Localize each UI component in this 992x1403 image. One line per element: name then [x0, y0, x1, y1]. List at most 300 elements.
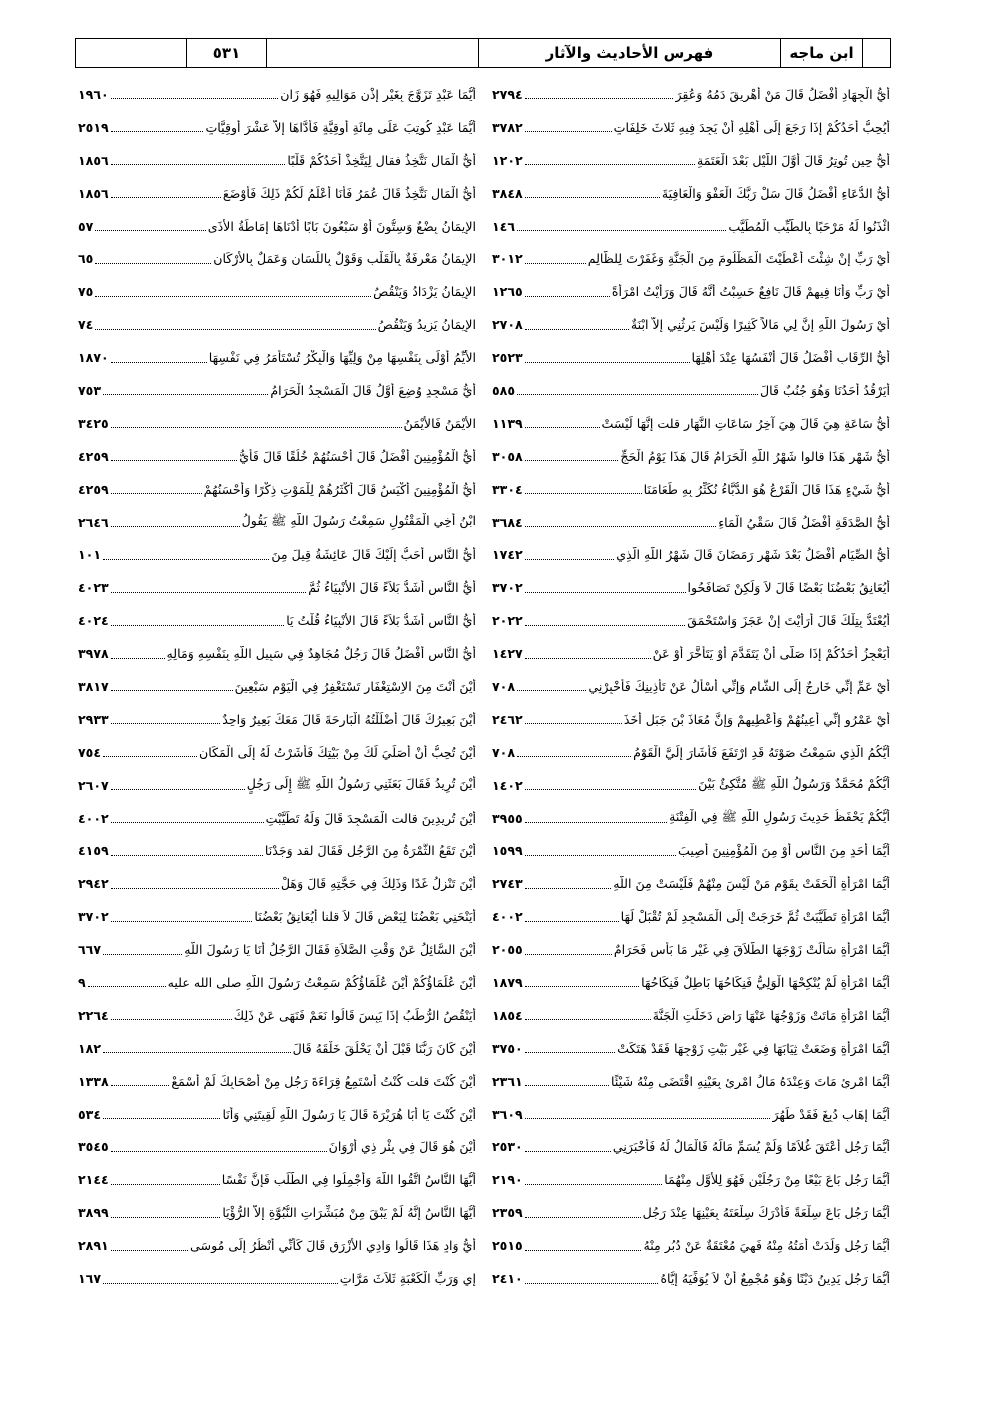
hadith-text: أَيُّ النَّاسِ أَشَدُّ بَلاَءً قَالَ الأَنْبِيَاءُ ثُمَّ — [308, 580, 476, 596]
hadith-number: ٤٠٢٤ — [78, 613, 109, 629]
hadith-text: أَيْنَ تُرِيدُ فَقَالَ بَعَثَنِي رَسُولُ اللَّهِ ﷺ إِلَى رَجُلٍ — [246, 775, 476, 791]
hadith-number: ٩ — [78, 974, 86, 990]
hadith-number: ٥٧ — [78, 218, 94, 234]
hadith-text: أَيَنْحَنِي بَعْضُنَا لِبَعْضٍ قَالَ لاَ قلنا أَيُعَانِقُ بَعْضُنَا — [254, 909, 476, 925]
hadith-number: ٣٨٤٨ — [492, 185, 523, 201]
hadith-text: أَيُحِبُّ أَحَدُكُمْ إِذَا رَجَعَ إِلَى أَهْلِهِ أَنْ يَجِدَ فِيهِ ثَلاثَ خَلِفَاتٍ — [613, 119, 890, 135]
dot-leader — [525, 953, 612, 955]
hadith-text: أَيُّمَا عَبْدٍ تَزَوَّجَ بِغَيْرِ إِذْنِ مَوَالِيهِ فَهُوَ زَانٍ — [280, 86, 476, 102]
hadith-number: ٢٤١٠ — [492, 1271, 523, 1286]
hadith-number: ٣٧٠٢ — [78, 909, 109, 925]
hadith-number: ١٦٧ — [78, 1271, 102, 1286]
dot-leader — [525, 361, 690, 363]
hadith-number: ٧٠٨ — [492, 744, 516, 760]
hadith-number: ٢٣٥٩ — [492, 1205, 523, 1221]
hadith-text: أَيُّمَا رَجُلٍ بَاعَ بَيْعًا مِنْ رَجُلَيْنِ فَهُوَ لِلأَوَّلِ مِنْهُمَا — [664, 1172, 890, 1188]
index-entry — [492, 736, 890, 769]
hadith-number: ١٤٠٢ — [492, 777, 523, 793]
hadith-text: أَيْنَ هُوَ قَالَ فِي بِئْرِ ذِي أَرْوَانَ — [328, 1139, 476, 1155]
dot-leader — [525, 788, 696, 790]
hadith-number: ٧٥٤ — [78, 744, 102, 760]
hadith-number: ٤١٥٩ — [78, 843, 109, 859]
hadith-number: ٣٣٠٤ — [492, 481, 523, 497]
hadith-number: ٢٠٢٢ — [492, 613, 523, 629]
dot-leader — [103, 1051, 291, 1053]
hadith-text: أَيُّمَا رَجُلٍ وَلَدَتْ أَمَتُهُ مِنْهُ فَهِيَ مُعْتَقَةٌ عَنْ دُبُرٍ مِنْهُ — [643, 1238, 890, 1254]
hadith-text: أَيَنْقُصُ الرُّطَبُ إِذَا يَبِسَ قَالُوا نَعَمْ فَنَهَى عَنْ ذَلِكَ — [233, 1007, 476, 1023]
hadith-number: ٣٠١٢ — [492, 251, 523, 267]
dot-leader — [525, 492, 642, 494]
hadith-text: أَيُّ شَهْرٍ هَذَا قالوا شَهْرُ اللَّهِ الْحَرَامُ قَالَ هَذَا يَوْمُ الْحَجِّ — [620, 448, 890, 464]
page-number: ٥٣١ — [186, 39, 266, 67]
hadith-text: إِي وَرَبِّ الْكَعْبَةِ ثَلاَثَ مَرَّاتٍ — [339, 1271, 476, 1286]
hadith-text: أَيُّ النَّاسِ أَفْضَلُ قَالَ رَجُلٌ مُجَاهِدٌ فِي سَبِيلِ اللَّهِ بِنَفْسِهِ وَمَالِهِ — [166, 646, 476, 662]
index-column-right — [492, 78, 890, 1295]
hadith-text: أَيْ عَمِّ إِنِّي خَارِجٌ إِلَى الشَّامِ وَإِنِّي أَسْأَلُ عَنْ تَأْذِينِكَ فَأَخْبِرْنِي — [588, 678, 890, 694]
hadith-text: ائْذَنُوا لَهُ مَرْحَبًا بِالطَّيِّبِ الْمُطَيَّبِ — [728, 218, 890, 234]
dot-leader — [525, 591, 686, 593]
hadith-number: ٢٧٤٣ — [492, 876, 523, 892]
index-entry — [78, 834, 476, 867]
hadith-number: ٢٥١٥ — [492, 1238, 523, 1254]
index-entry — [78, 440, 476, 473]
hadith-number: ٦٦٧ — [78, 942, 102, 958]
dot-leader — [111, 624, 284, 626]
index-entry — [492, 308, 890, 341]
index-entry — [492, 571, 890, 604]
index-entry — [78, 769, 476, 802]
hadith-number: ١٨٥٦ — [78, 185, 109, 201]
hadith-number: ٢٥١٩ — [78, 119, 109, 135]
hadith-text: أَيُّمَا امْرَأَةٍ أَلْحَقَتْ بِقَوْمٍ مَنْ لَيْسَ مِنْهُمْ فَلَيْسَتْ مِنَ اللَّهِ — [613, 876, 890, 892]
dot-leader — [525, 887, 611, 889]
hadith-number: ١٨٧٠ — [78, 350, 109, 366]
hadith-text: أَيُّمَا رَجُلٍ بَاعَ سِلْعَةً فَأَدْرَكَ سِلْعَتَهُ بِعَيْنِهَا عِنْدَ رَجُلٍ — [642, 1205, 890, 1221]
index-entry — [78, 111, 476, 144]
dot-leader — [103, 393, 268, 395]
dot-leader — [111, 459, 237, 461]
hadith-text: أَيُّ الرِّقَابِ أَفْضَلُ قَالَ أَنْفَسُهَا عِنْدَ أَهْلِهَا — [691, 350, 890, 366]
index-entry — [492, 933, 890, 966]
dot-leader — [111, 821, 264, 823]
hadith-number: ٤٢٥٩ — [78, 448, 109, 464]
hadith-number: ٤٠٠٢ — [492, 909, 523, 925]
index-entry — [492, 275, 890, 308]
dot-leader — [95, 262, 211, 264]
index-entry — [492, 802, 890, 835]
hadith-number: ٧٥ — [78, 284, 94, 300]
hadith-text: أَيْنَ تُحِبُّ أَنْ أُصَلِّيَ لَكَ مِنْ بَيْتِكَ فَأَشَرْتُ لَهُ إِلَى الْمَكَانِ — [198, 744, 476, 760]
hadith-number: ٢٩٤٢ — [78, 876, 109, 892]
hadith-text: أَيَعْجِزُ أَحَدُكُمْ إِذَا صَلَّى أَنْ يَتَقَدَّمَ أَوْ يَتَأَخَّرَ أَوْ عَنْ — [652, 646, 890, 662]
hadith-number: ١٨٢ — [78, 1040, 102, 1056]
hadith-text: الإِيمَانُ يَزِيدُ وَيَنْقُصُ — [377, 317, 476, 333]
header-title: فهرس الأحاديث والآثار — [478, 39, 780, 67]
hadith-text: أَيْنَ كَانَ رَبُّنَا قَبْلَ أَنْ يَخْلُقَ خَلْقَهُ قَالَ — [292, 1040, 476, 1056]
index-entry — [492, 144, 890, 177]
dot-leader — [103, 953, 182, 955]
dot-leader — [111, 1183, 220, 1185]
hadith-number: ٧٠٨ — [492, 678, 516, 694]
index-entry — [78, 571, 476, 604]
index-entry — [78, 867, 476, 900]
dot-leader — [525, 624, 686, 626]
hadith-number: ٤٠٢٣ — [78, 580, 109, 596]
dot-leader — [525, 1084, 609, 1086]
hadith-number: ١٨٥٦ — [78, 152, 109, 168]
hadith-text: أَيُّ سَاعَةٍ هِيَ قَالَ هِيَ آخِرُ سَاعَاتِ النَّهَارِ قلت إِنَّهَا لَيْسَتْ — [601, 415, 890, 431]
hadith-number: ٢٦٠٧ — [78, 777, 109, 793]
dot-leader — [111, 854, 263, 856]
index-entry — [492, 1262, 890, 1295]
index-entry — [78, 275, 476, 308]
hadith-text: الأَيِّمُ أَوْلَى بِنَفْسِهَا مِنْ وَلِيِّهَا وَالْبِكْرُ تُسْتَأْمَرُ فِي نَفْسِهَا — [208, 350, 476, 366]
index-entry — [78, 538, 476, 571]
hadith-number: ٣٧٠٢ — [492, 580, 523, 596]
dot-leader — [111, 426, 402, 428]
index-entry — [492, 703, 890, 736]
dot-leader — [525, 295, 610, 297]
hadith-text: أَيُّ شَيْءٍ هَذَا قَالَ الْقَرْعُ هُوَ الدُّبَّاءُ نُكَثِّرُ بِهِ طَعَامَنَا — [643, 481, 890, 497]
hadith-number: ٦٥ — [78, 251, 94, 267]
index-entry — [492, 440, 890, 473]
index-entry — [78, 1065, 476, 1098]
dot-leader — [525, 426, 600, 428]
index-entry — [492, 637, 890, 670]
hadith-number: ٢٩٣٣ — [78, 711, 109, 727]
index-entry — [492, 834, 890, 867]
hadith-text: أَيْنَ عُلَمَاؤُكُمْ أَيْنَ عُلَمَاؤُكُمْ سَمِعْتُ رَسُولَ اللَّهِ صلى الله عليه — [167, 974, 476, 990]
index-entry — [78, 210, 476, 243]
hadith-number: ٢٥٢٣ — [492, 350, 523, 366]
index-entry — [78, 144, 476, 177]
hadith-text: أَيُّ النَّاسِ أَحَبُّ إِلَيْكَ قَالَ عَائِشَةُ قِيلَ مِنَ — [271, 547, 476, 563]
dot-leader — [525, 97, 674, 99]
hadith-text: أَيْنَ أَنْتَ مِنَ الاِسْتِغْفَارِ تَسْتَغْفِرُ فِي الْيَوْمِ سَبْعِينَ — [234, 678, 476, 694]
dot-leader — [95, 229, 205, 231]
index-entry — [78, 637, 476, 670]
hadith-text: أَيْ رَبِّ وَأَنَا فِيهِمْ قَالَ نَافِعٌ حَسِبْتُ أَنَّهُ قَالَ وَرَأَيْتُ امْرَأَةً — [611, 284, 890, 300]
dot-leader — [525, 1018, 651, 1020]
dot-leader — [103, 755, 197, 757]
index-entry — [78, 177, 476, 210]
index-entry — [492, 604, 890, 637]
index-entry — [78, 966, 476, 999]
dot-leader — [111, 130, 204, 132]
dot-leader — [111, 361, 207, 363]
hadith-number: ١٠١ — [78, 547, 102, 563]
hadith-text: أَيُّكُمُ الَّذِي سَمِعْتُ صَوْتَهُ قَدِ ارْتَفَعَ فَأَشَارَ إِلَيَّ الْقَوْمُ — [633, 744, 890, 760]
hadith-number: ٥٨٥ — [492, 382, 516, 398]
dot-leader — [88, 985, 166, 987]
index-entry — [492, 407, 890, 440]
hadith-number: ٢٠٥٥ — [492, 942, 523, 958]
hadith-number: ٢٣٦١ — [492, 1073, 523, 1089]
hadith-text: أَيُّمَا امْرَأَةٍ مَاتَتْ وَزَوْجُهَا عَنْهَا رَاضٍ دَخَلَتِ الْجَنَّةَ — [652, 1007, 890, 1023]
index-entry — [78, 703, 476, 736]
dot-leader — [525, 821, 667, 823]
dot-leader — [111, 1249, 188, 1251]
index-entry — [78, 670, 476, 703]
dot-leader — [517, 229, 726, 231]
index-entry — [492, 1229, 890, 1262]
hadith-text: أَيُّهَا النَّاسُ اتَّقُوا اللَّهَ وَأَجْمِلُوا فِي الطَّلَبِ فَإِنَّ نَفْسًا — [221, 1172, 476, 1188]
index-entry — [78, 1032, 476, 1065]
hadith-number: ١٨٥٤ — [492, 1007, 523, 1023]
hadith-number: ٣٤٢٥ — [78, 415, 109, 431]
index-entry — [78, 933, 476, 966]
index-entry — [78, 1163, 476, 1196]
index-entry — [78, 78, 476, 111]
dot-leader — [525, 985, 639, 987]
dot-leader — [111, 657, 165, 659]
dot-leader — [111, 492, 202, 494]
index-entry — [492, 900, 890, 933]
index-entry — [78, 374, 476, 407]
dot-leader — [111, 1018, 232, 1020]
dot-leader — [111, 689, 233, 691]
index-entry — [78, 736, 476, 769]
hadith-number: ٤٢٥٩ — [78, 481, 109, 497]
hadith-number: ٢١٩٠ — [492, 1172, 523, 1188]
index-entry — [78, 1131, 476, 1164]
hadith-text: الأَيْمَنُ فَالأَيْمَنُ — [403, 415, 476, 431]
hadith-text: أَيُّ حِينٍ تُوتِرُ قَالَ أَوَّلَ اللَّيْلِ بَعْدَ الْعَتَمَةِ — [696, 152, 890, 168]
hadith-number: ١٤٦ — [492, 218, 516, 234]
hadith-text: أَيُّمَا إِهَابٍ دُبِغَ فَقَدْ طَهُرَ — [772, 1106, 890, 1122]
dot-leader — [525, 1249, 642, 1251]
hadith-text: أَيُّمَا امْرَأَةٍ وَضَعَتْ ثِيَابَهَا فِي غَيْرِ بَيْتِ زَوْجِهَا فَقَدْ هَتَكَتْ — [617, 1040, 890, 1056]
dot-leader — [525, 722, 622, 724]
hadith-number: ٢٨٩١ — [78, 1238, 109, 1254]
dot-leader — [525, 1216, 641, 1218]
index-entry — [492, 341, 890, 374]
hadith-number: ٤٠٠٢ — [78, 810, 109, 826]
index-entry — [78, 341, 476, 374]
hadith-text: أَيُّمَا أَحَدٍ مِنَ النَّاسِ أَوْ مِنَ الْمُؤْمِنِينَ أُصِيبَ — [677, 843, 890, 859]
hadith-number: ٣٦٠٩ — [492, 1106, 523, 1122]
index-entry — [492, 242, 890, 275]
header-blank-right — [862, 39, 890, 67]
hadith-text: أَيُّمَا رَجُلٍ أَعْتَقَ غُلاَمًا وَلَمْ يُسَمِّ مَالَهُ فَالْمَالُ لَهُ فَأَخْبَرَنِي — [612, 1139, 890, 1155]
hadith-number: ١٢٠٢ — [492, 152, 523, 168]
dot-leader — [525, 1117, 771, 1119]
index-entry — [78, 604, 476, 637]
dot-leader — [111, 1216, 221, 1218]
hadith-number: ٣٧٥٠ — [492, 1040, 523, 1056]
index-entry — [492, 78, 890, 111]
dot-leader — [525, 262, 586, 264]
header-book-name: ابن ماجه — [780, 39, 862, 67]
hadith-text: أَيُّمَا امْرَأَةٍ تَطَيَّبَتْ ثُمَّ خَرَجَتْ إِلَى الْمَسْجِدِ لَمْ تُقْبَلْ لَهَا — [620, 909, 890, 925]
index-entry — [492, 1032, 890, 1065]
hadith-text: أَيْ عَمْرُو إِنِّي أُعِينُهُمْ وَأُعْطِيهِمْ وَإِنَّ مُعَاذَ بْنَ جَبَلٍ أَخَذَ — [623, 711, 890, 727]
dot-leader — [525, 525, 716, 527]
hadith-text: أَيْنَ بَعِيرُكَ قَالَ أَضْلَلْتُهُ الْبَارِحَةَ قَالَ مَعَكَ بَعِيرٌ وَاحِدٌ — [222, 711, 476, 727]
dot-leader — [111, 163, 286, 165]
index-entry — [492, 506, 890, 539]
index-entry — [492, 1098, 890, 1131]
hadith-text: أَيُعْتَدُّ بِتِلْكَ قَالَ أَرَأَيْتَ إِنْ عَجَزَ وَاسْتَحْمَقَ — [687, 613, 890, 629]
hadith-number: ١٣٣٨ — [78, 1073, 109, 1089]
index-entry — [492, 473, 890, 506]
dot-leader — [525, 558, 614, 560]
hadith-number: ٢٧٩٤ — [492, 86, 523, 102]
hadith-text: أَيُعَانِقُ بَعْضُنَا بَعْضًا قَالَ لاَ وَلَكِنْ تَصَافَحُوا — [687, 580, 890, 596]
dot-leader — [111, 97, 279, 99]
index-entry — [78, 506, 476, 539]
hadith-text: أَيْنَ كُنْتَ قلت كُنْتُ أَسْتَمِعُ قِرَاءَةَ رَجُلٍ مِنْ أَصْحَابِكَ لَمْ أَسْمَعْ — [171, 1073, 476, 1089]
dot-leader — [525, 459, 619, 461]
index-entry — [78, 900, 476, 933]
dot-leader — [517, 755, 631, 757]
hadith-number: ١٨٧٩ — [492, 974, 523, 990]
hadith-text: الإِيمَانُ بِضْعٌ وَسِتُّونَ أَوْ سَبْعُونَ بَابًا أَدْنَاهَا إِمَاطَةُ الأَذَى — [207, 218, 476, 234]
hadith-number: ٢٥٣٠ — [492, 1139, 523, 1155]
hadith-text: أَيُّ الصِّيَامِ أَفْضَلُ بَعْدَ شَهْرِ رَمَضَانَ قَالَ شَهْرُ اللَّهِ الَّذِي — [616, 547, 890, 563]
hadith-number: ٢٦٤٦ — [78, 514, 109, 530]
hadith-text: أَيُّ الْمَالِ نَتَّخِذُ قَالَ عُمَرُ فَأَنَا أَعْلَمُ لَكُمْ ذَلِكَ فَأَوْضَعَ — [222, 185, 476, 201]
hadith-number: ٣٨٩٩ — [78, 1205, 109, 1221]
index-entry — [78, 802, 476, 835]
hadith-number: ٧٤ — [78, 317, 94, 333]
hadith-number: ٣٧٨٢ — [492, 119, 523, 135]
hadith-number: ١١٣٩ — [492, 415, 523, 431]
hadith-text: أَيُّمَا عَبْدٍ كُوتِبَ عَلَى مِائَةِ أُوقِيَّةٍ فَأَدَّاهَا إِلاَّ عَشْرَ أُوقِيَّاتٍ — [205, 119, 476, 135]
hadith-number: ٧٥٣ — [78, 382, 102, 398]
dot-leader — [111, 1150, 327, 1152]
dot-leader — [525, 1183, 662, 1185]
dot-leader — [525, 657, 651, 659]
header-blank-left — [76, 39, 186, 67]
hadith-number: ٢٧٠٨ — [492, 317, 523, 333]
dot-leader — [525, 854, 676, 856]
dot-leader — [525, 920, 619, 922]
hadith-number: ٣٨١٧ — [78, 678, 109, 694]
index-entry — [492, 966, 890, 999]
hadith-number: ١٤٢٧ — [492, 646, 523, 662]
dot-leader — [111, 525, 240, 527]
hadith-text: الإِيمَانُ مَعْرِفَةٌ بِالْقَلْبِ وَقَوْلٌ بِاللِّسَانِ وَعَمَلٌ بِالأَرْكَانِ — [213, 251, 476, 267]
hadith-number: ٣٩٧٨ — [78, 646, 109, 662]
hadith-number: ١٥٩٩ — [492, 843, 523, 859]
dot-leader — [525, 1282, 659, 1284]
dot-leader — [525, 163, 695, 165]
hadith-text: أَيُّ الدُّعَاءِ أَفْضَلُ قَالَ سَلْ رَبَّكَ الْعَفْوَ وَالْعَافِيَةَ — [661, 185, 890, 201]
hadith-number: ٢٤٦٢ — [492, 711, 523, 727]
index-entry — [492, 111, 890, 144]
hadith-text: أَيُّ الْمَالِ نَتَّخِذُ فقال لِيَتَّخِذْ أَحَدُكُمْ قَلْبًا — [287, 152, 476, 168]
dot-leader — [103, 1117, 220, 1119]
hadith-text: أَيُّمَا امْرِئٍ مَاتَ وَعِنْدَهُ مَالُ امْرِئٍ بِعَيْنِهِ اقْتَضَى مِنْهُ شَيْئًا — [611, 1073, 890, 1089]
dot-leader — [517, 393, 758, 395]
hadith-text: أَيْنَ تَنْزِلُ غَدًا وَذَلِكَ فِي حَجَّتِهِ قَالَ وَهَلْ — [280, 876, 476, 892]
hadith-text: أَيُّمَا امْرَأَةٍ سَأَلَتْ زَوْجَهَا الطَّلاَقَ فِي غَيْرِ مَا بَأْسٍ فَحَرَامٌ — [613, 942, 890, 958]
hadith-text: أَيْنَ تُرِيدِينَ قالت الْمَسْجِدَ قَالَ وَلَهُ تَطَيَّبْتِ — [265, 810, 476, 826]
dot-leader — [525, 196, 660, 198]
index-column-left — [78, 78, 476, 1295]
index-entry — [78, 999, 476, 1032]
dot-leader — [111, 1084, 170, 1086]
hadith-number: ٣٩٥٥ — [492, 810, 523, 826]
index-entry — [492, 1065, 890, 1098]
dot-leader — [111, 887, 279, 889]
hadith-number: ٣٥٤٥ — [78, 1139, 109, 1155]
hadith-text: أَيُّ وَادٍ هَذَا قَالُوا وَادِي الأَزْرَقِ قَالَ كَأَنِّي أَنْظُرُ إِلَى مُوسَى — [190, 1238, 476, 1254]
index-entry — [492, 177, 890, 210]
dot-leader — [525, 130, 612, 132]
index-entry — [78, 473, 476, 506]
index-entry — [78, 1229, 476, 1262]
dot-leader — [103, 558, 269, 560]
hadith-number: ١٩٦٠ — [78, 86, 109, 102]
hadith-text: أَيُّ الْمُؤْمِنِينَ أَكْيَسُ قَالَ أَكْثَرُهُمْ لِلْمَوْتِ ذِكْرًا وَأَحْسَنُهُمْ — [203, 481, 476, 497]
hadith-text: أَيْنَ تَقَعُ الثَّمْرَةُ مِنَ الرَّجُلِ فَقَالَ لقد وَجَدْنَا — [264, 843, 476, 859]
hadith-text: ابْنُ أَخِي الْمَقْتُولِ سَمِعْتُ رَسُولَ اللَّهِ ﷺ يَقُولُ — [241, 512, 476, 528]
dot-leader — [111, 788, 245, 790]
index-entry — [492, 538, 890, 571]
dot-leader — [517, 689, 586, 691]
hadith-text: أَيُّكُمْ يَحْفَظُ حَدِيثَ رَسُولِ اللَّهِ ﷺ فِي الْفِتْنَةِ — [669, 808, 890, 824]
dot-leader — [525, 328, 629, 330]
index-entry — [78, 242, 476, 275]
dot-leader — [95, 295, 371, 297]
hadith-number: ٥٣٤ — [78, 1106, 102, 1122]
hadith-text: الإِيمَانُ يَزْدَادُ وَيَنْقُصُ — [373, 284, 476, 300]
hadith-text: أَيْ رَسُولَ اللَّهِ إِنَّ لِي مَالاً كَثِيرًا وَلَيْسَ يَرِثُنِي إِلاَّ ابْنَةٌ — [630, 317, 890, 333]
hadith-text: أَيُّكُمْ مُحَمَّدٌ وَرَسُولُ اللَّهِ ﷺ مُتَّكِئٌ بَيْنَ — [698, 775, 890, 791]
hadith-number: ٢٢٦٤ — [78, 1007, 109, 1023]
dot-leader — [111, 722, 220, 724]
index-entry — [492, 374, 890, 407]
hadith-text: أَيُّمَا رَجُلٍ يَدِينُ دَيْنًا وَهُوَ مُجْمِعٌ أَنْ لاَ يُوَفِّيَهُ إِيَّاهُ — [660, 1271, 890, 1286]
hadith-text: أَيُّ مَسْجِدٍ وُضِعَ أَوَّلُ قَالَ الْمَسْجِدُ الْحَرَامُ — [270, 382, 476, 398]
index-entry — [78, 1262, 476, 1295]
page-header — [75, 38, 891, 68]
dot-leader — [95, 328, 375, 330]
hadith-text: أَيْنَ السَّائِلُ عَنْ وَقْتِ الصَّلاَةِ فَقَالَ الرَّجُلُ أَنَا يَا رَسُولَ اللَّهِ — [184, 942, 476, 958]
dot-leader — [111, 591, 306, 593]
hadith-number: ٢١٤٤ — [78, 1172, 109, 1188]
header-blank-middle — [266, 39, 478, 67]
index-entry — [492, 769, 890, 802]
index-entry — [492, 867, 890, 900]
dot-leader — [103, 1282, 338, 1284]
index-entry — [492, 210, 890, 243]
hadith-text: أَيْ رَبِّ إِنْ شِئْتَ أَعْطَيْتَ الْمَظْلُومَ مِنَ الْجَنَّةِ وَغَفَرْتَ لِلظَّالِمِ — [587, 251, 890, 267]
hadith-text: أَيُّ الصَّدَقَةِ أَفْضَلُ قَالَ سَقْيُ الْمَاءِ — [718, 514, 890, 530]
dot-leader — [525, 1051, 615, 1053]
hadith-text: أَيُّ الْمُؤْمِنِينَ أَفْضَلُ قَالَ أَحْسَنُهُمْ خُلُقًا قَالَ فَأَيُّ — [239, 448, 476, 464]
hadith-text: أَيْنَ كُنْتَ يَا أَبَا هُرَيْرَةَ قَالَ يَا رَسُولَ اللَّهِ لَقِيتَنِي وَأَنَا — [222, 1106, 476, 1122]
index-entry — [492, 670, 890, 703]
index-entry — [492, 1131, 890, 1164]
index-entry — [492, 1196, 890, 1229]
index-columns — [78, 78, 890, 1295]
dot-leader — [525, 1150, 611, 1152]
index-entry — [78, 1098, 476, 1131]
hadith-number: ١٢٦٥ — [492, 284, 523, 300]
dot-leader — [111, 920, 253, 922]
hadith-text: أَيُّ النَّاسِ أَشَدُّ بَلاَءً قَالَ الأَنْبِيَاءُ قُلْتُ يَا — [286, 613, 476, 629]
hadith-text: أَيُّمَا امْرَأَةٍ لَمْ يُنْكِحْهَا الْوَلِيُّ فَنِكَاحُهَا بَاطِلٌ فَنِكَاحُهَا — [641, 974, 890, 990]
hadith-text: أَيُّ الْجِهَادِ أَفْضَلُ قَالَ مَنْ أُهْرِيقَ دَمُهُ وَعُقِرَ — [675, 86, 890, 102]
index-entry — [78, 407, 476, 440]
hadith-number: ٣٠٥٨ — [492, 448, 523, 464]
hadith-text: أَيَرْقُدُ أَحَدُنَا وَهُوَ جُنُبٌ قَالَ — [759, 382, 890, 398]
index-entry — [492, 999, 890, 1032]
dot-leader — [111, 196, 221, 198]
